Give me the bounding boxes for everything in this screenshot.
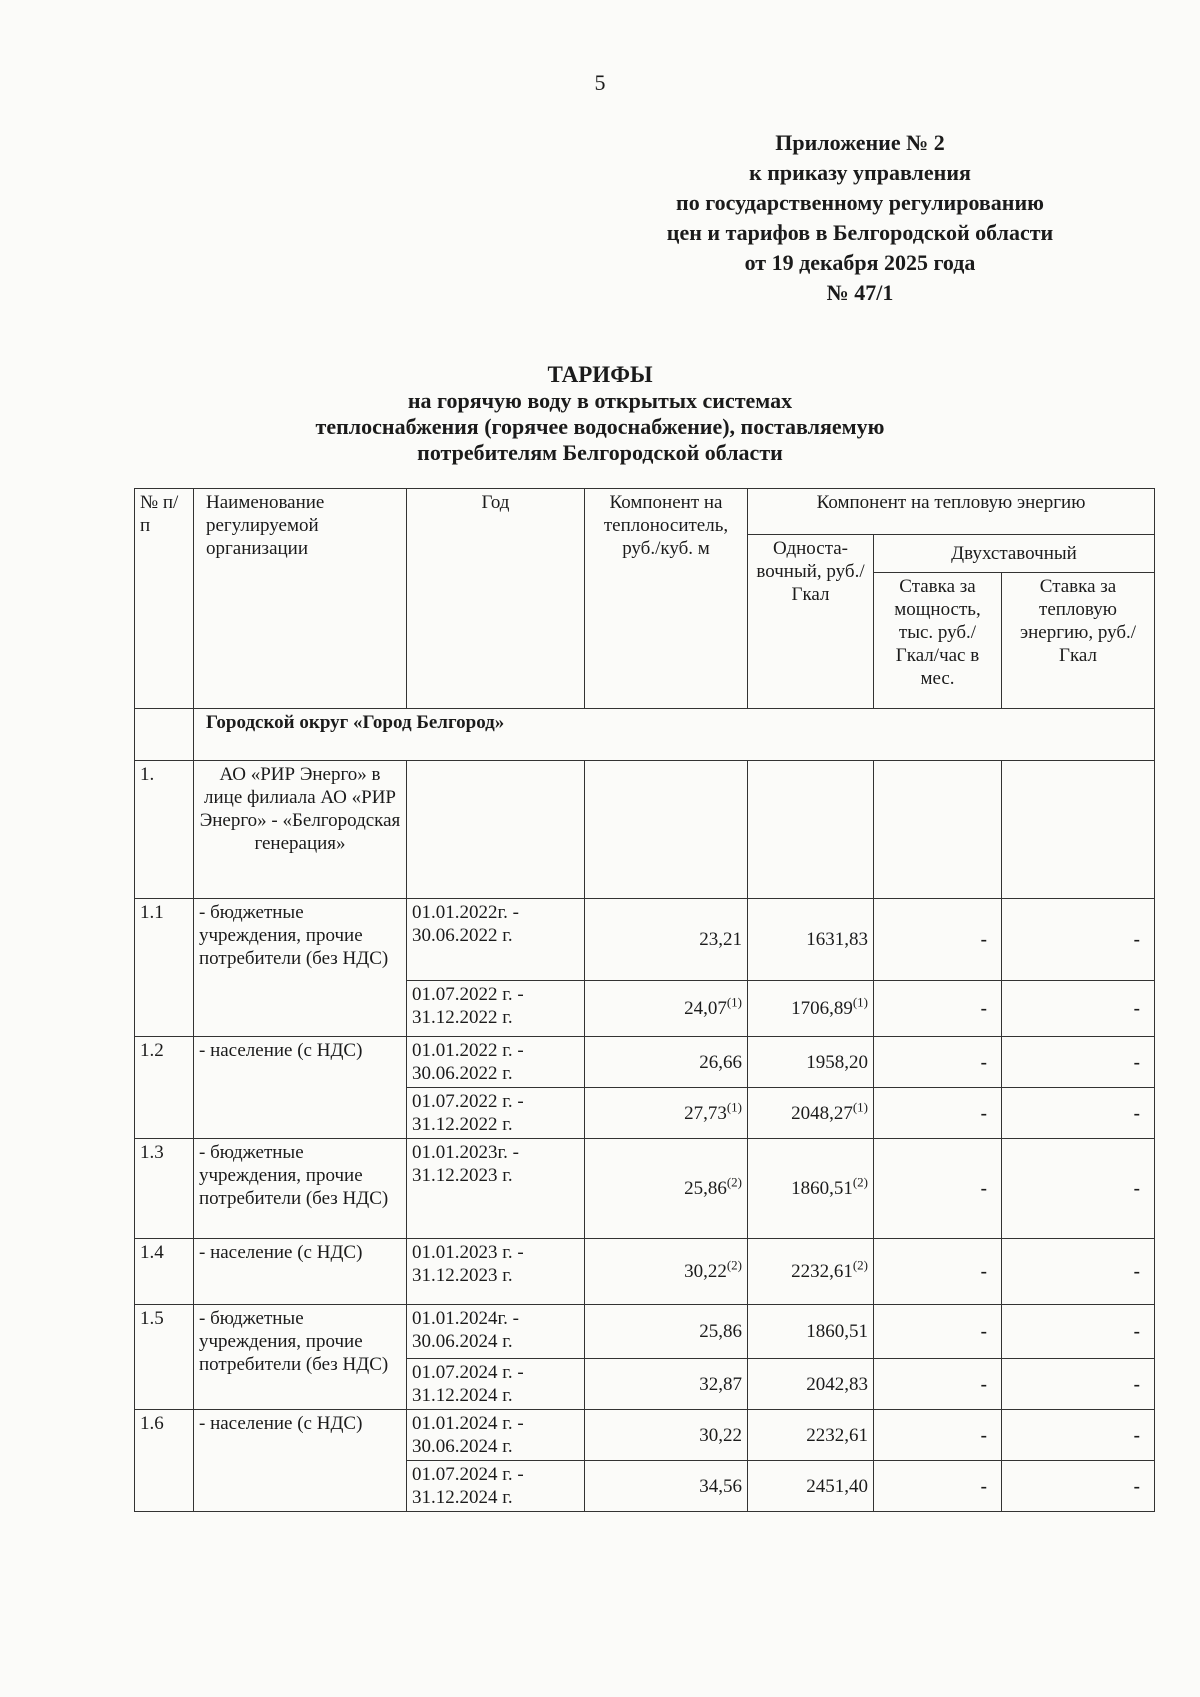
single-value: 2048,27 <box>791 1102 853 1124</box>
row-consumer: - население (с НДС) <box>194 1410 407 1512</box>
carrier-value: 32,87 <box>699 1373 742 1395</box>
row-single-value <box>748 1037 874 1088</box>
row-period: 01.01.2024 г. - 30.06.2024 г. <box>407 1410 585 1461</box>
header-double-rate: Двухставочный <box>874 535 1155 573</box>
row-num: 1.5 <box>135 1305 194 1410</box>
carrier-value: 30,22 <box>684 1261 727 1282</box>
row-period: 01.07.2022 г. - 31.12.2022 г. <box>407 981 585 1037</box>
table-row <box>135 1139 1155 1239</box>
single-value: 2451,40 <box>806 1475 868 1497</box>
header-num: № п/п <box>135 489 194 709</box>
row-carrier-value <box>585 1239 748 1305</box>
row-energy-value: - <box>1002 1239 1155 1305</box>
row-period: 01.01.2024г. - 30.06.2024 г. <box>407 1305 585 1359</box>
row-period: 01.07.2024 г. - 31.12.2024 г. <box>407 1461 585 1512</box>
row-num: 1.3 <box>135 1139 194 1239</box>
row-num: 1.6 <box>135 1410 194 1512</box>
row-capacity-value: - <box>874 1139 1002 1239</box>
row-energy-value: - <box>1002 1359 1155 1410</box>
carrier-value: 27,73 <box>684 1102 727 1124</box>
single-footnote-mark: (1) <box>852 994 868 1010</box>
row-num: 1.1 <box>135 899 194 1037</box>
org-empty-cell <box>407 761 585 899</box>
appendix-line: по государственному регулированию <box>676 190 1044 215</box>
row-period: 01.01.2023г. - 31.12.2023 г. <box>407 1139 585 1239</box>
row-carrier-value <box>585 1410 748 1461</box>
row-num: 1.4 <box>135 1239 194 1305</box>
header-single-rate: Односта-вочный, руб./Гкал <box>748 535 874 709</box>
single-value: 2232,61 <box>791 1261 853 1282</box>
org-name: АО «РИР Энерго» в лице филиала АО «РИР Энерго» - «Белгородская генерация» <box>194 761 407 899</box>
appendix-line: № 47/1 <box>826 280 894 305</box>
row-carrier-value <box>585 981 748 1037</box>
carrier-footnote-mark: (2) <box>726 1257 742 1273</box>
row-capacity-value: - <box>874 1410 1002 1461</box>
row-carrier-value <box>585 1088 748 1139</box>
row-consumer: - население (с НДС) <box>194 1239 407 1305</box>
org-empty-cell <box>748 761 874 899</box>
row-consumer: - население (с НДС) <box>194 1037 407 1139</box>
row-single-value <box>748 1239 874 1305</box>
region-name: Городской округ «Город Белгород» <box>194 709 1155 761</box>
org-num: 1. <box>135 761 194 899</box>
page-number: 5 <box>594 70 606 95</box>
row-capacity-value: - <box>874 1037 1002 1088</box>
row-single-value <box>748 1461 874 1512</box>
appendix-line: к приказу управления <box>749 160 971 185</box>
carrier-value: 26,66 <box>699 1051 742 1073</box>
row-num: 1.2 <box>135 1037 194 1139</box>
row-carrier-value <box>585 1037 748 1088</box>
row-single-value <box>748 899 874 981</box>
carrier-value: 23,21 <box>699 929 742 950</box>
header-energy-rate: Ставка за тепловую энергию, руб./Гкал <box>1002 573 1155 709</box>
single-footnote-mark: (2) <box>852 1257 868 1273</box>
row-period: 01.01.2022г. - 30.06.2022 г. <box>407 899 585 981</box>
header-org: Наименование регулируемой организации <box>194 489 407 709</box>
single-footnote-mark: (2) <box>852 1174 868 1190</box>
single-value: 2042,83 <box>806 1373 868 1395</box>
org-empty-cell <box>585 761 748 899</box>
row-energy-value: - <box>1002 899 1155 981</box>
row-period: 01.07.2024 г. - 31.12.2024 г. <box>407 1359 585 1410</box>
row-single-value <box>748 1139 874 1239</box>
single-footnote-mark: (1) <box>852 1099 868 1115</box>
row-energy-value: - <box>1002 1037 1155 1088</box>
carrier-value: 25,86 <box>684 1178 727 1199</box>
row-carrier-value <box>585 1305 748 1359</box>
table-row <box>135 1037 1155 1088</box>
single-value: 1860,51 <box>806 1321 868 1342</box>
appendix-line: от 19 декабря 2025 года <box>744 250 976 275</box>
org-empty-cell <box>1002 761 1155 899</box>
carrier-value: 34,56 <box>699 1475 742 1497</box>
single-value: 1706,89 <box>791 998 853 1019</box>
row-single-value <box>748 981 874 1037</box>
carrier-value: 25,86 <box>699 1321 742 1342</box>
row-capacity-value: - <box>874 1305 1002 1359</box>
carrier-footnote-mark: (1) <box>726 1099 742 1115</box>
title-line: на горячую воду в открытых системах <box>407 388 793 413</box>
row-carrier-value <box>585 899 748 981</box>
row-energy-value: - <box>1002 1139 1155 1239</box>
row-capacity-value: - <box>874 1461 1002 1512</box>
single-value: 1631,83 <box>806 929 868 950</box>
row-capacity-value: - <box>874 899 1002 981</box>
row-consumer: - бюджетные учреждения, прочие потребители (без НДС) <box>194 1139 407 1239</box>
region-num-cell <box>135 709 194 761</box>
appendix-line: цен и тарифов в Белгородской области <box>666 220 1054 245</box>
document-title <box>0 362 1200 466</box>
table-row <box>135 899 1155 981</box>
row-single-value <box>748 1359 874 1410</box>
org-empty-cell <box>874 761 1002 899</box>
table-row <box>135 1305 1155 1359</box>
appendix-line: Приложение № 2 <box>775 130 945 155</box>
row-single-value <box>748 1410 874 1461</box>
row-energy-value: - <box>1002 1088 1155 1139</box>
row-period: 01.07.2022 г. - 31.12.2022 г. <box>407 1088 585 1139</box>
single-value: 1958,20 <box>806 1051 868 1073</box>
row-energy-value: - <box>1002 1410 1155 1461</box>
carrier-footnote-mark: (1) <box>726 994 742 1010</box>
tariff-table <box>134 488 1155 1512</box>
row-consumer: - бюджетные учреждения, прочие потребители (без НДС) <box>194 899 407 1037</box>
title-line: ТАРИФЫ <box>547 362 653 387</box>
row-period: 01.01.2022 г. - 30.06.2022 г. <box>407 1037 585 1088</box>
appendix-header <box>600 128 1120 308</box>
header-year: Год <box>407 489 585 709</box>
table-row <box>135 1239 1155 1305</box>
row-energy-value: - <box>1002 1461 1155 1512</box>
row-capacity-value: - <box>874 1239 1002 1305</box>
title-line: теплоснабжения (горячее водоснабжение), поставляемую <box>315 414 885 439</box>
row-consumer: - бюджетные учреждения, прочие потребители (без НДС) <box>194 1305 407 1410</box>
header-heat: Компонент на тепловую энергию <box>748 489 1155 535</box>
row-single-value <box>748 1088 874 1139</box>
row-energy-value: - <box>1002 1305 1155 1359</box>
row-single-value <box>748 1305 874 1359</box>
row-carrier-value <box>585 1139 748 1239</box>
row-capacity-value: - <box>874 1359 1002 1410</box>
table-row <box>135 1410 1155 1461</box>
single-value: 2232,61 <box>806 1424 868 1446</box>
row-capacity-value: - <box>874 1088 1002 1139</box>
carrier-value: 24,07 <box>684 998 727 1019</box>
title-line: потребителям Белгородской области <box>417 440 783 465</box>
row-energy-value: - <box>1002 981 1155 1037</box>
row-period: 01.01.2023 г. - 31.12.2023 г. <box>407 1239 585 1305</box>
carrier-footnote-mark: (2) <box>726 1174 742 1190</box>
row-capacity-value: - <box>874 981 1002 1037</box>
single-value: 1860,51 <box>791 1178 853 1199</box>
header-capacity-rate: Ставка за мощность, тыс. руб./ Гкал/час в мес. <box>874 573 1002 709</box>
row-carrier-value <box>585 1359 748 1410</box>
carrier-value: 30,22 <box>699 1424 742 1446</box>
row-carrier-value <box>585 1461 748 1512</box>
header-carrier: Компонент на теплоноситель, руб./куб. м <box>585 489 748 709</box>
